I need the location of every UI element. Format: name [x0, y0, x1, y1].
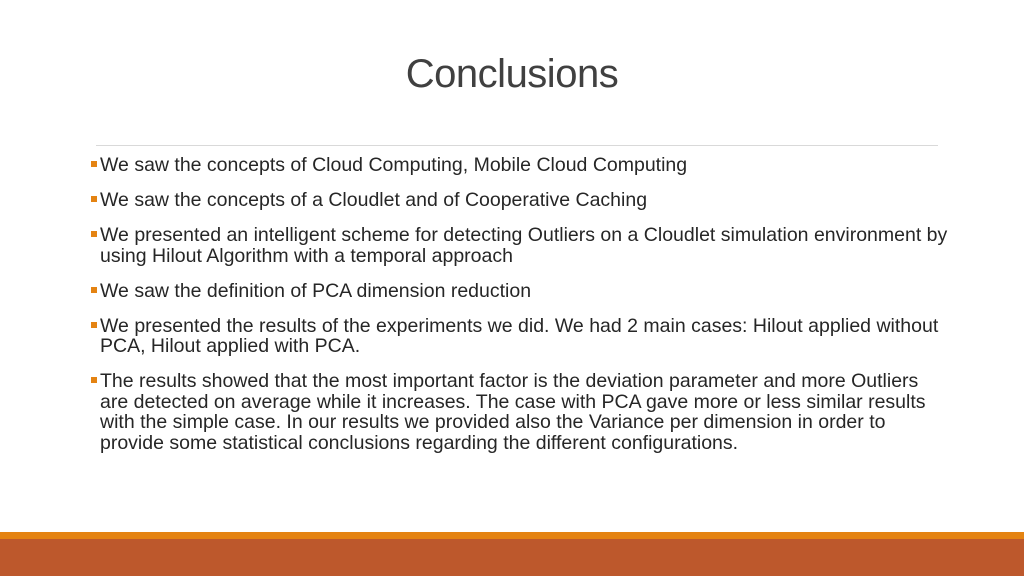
bullet-item — [88, 371, 948, 453]
bullet-text: The results showed that the most important factor is the deviation parameter and more Outliers are detected on average while it increases. The case with PCA gave more or less similar results with the simple case. In our results we provided also the Variance per dimension in order to provide some statistical conclusions regarding the different configurations. — [100, 370, 926, 454]
bullet-square-icon — [91, 196, 97, 202]
bullet-text: We presented an intelligent scheme for detecting Outliers on a Cloudlet simulation environment by using Hilout Algorithm with a temporal approach — [100, 224, 948, 267]
footer-accent-stripe — [0, 532, 1024, 539]
bullet-item — [88, 155, 948, 176]
bullet-square-icon — [91, 377, 97, 383]
title-divider — [96, 145, 938, 146]
footer-band — [0, 539, 1024, 576]
bullet-text: We saw the concepts of a Cloudlet and of Cooperative Caching — [100, 189, 648, 211]
bullet-square-icon — [91, 231, 97, 237]
bullet-text: We saw the concepts of Cloud Computing, Mobile Cloud Computing — [100, 154, 688, 176]
bullet-square-icon — [91, 287, 97, 293]
bullet-text: We saw the definition of PCA dimension reduction — [100, 279, 532, 302]
bullet-item — [88, 281, 948, 302]
bullet-item — [88, 190, 948, 211]
bullet-list — [88, 155, 948, 468]
slide-title: Conclusions — [405, 52, 619, 96]
bullet-item — [88, 225, 948, 266]
bullet-square-icon — [91, 161, 97, 167]
bullet-item — [88, 316, 948, 357]
bullet-square-icon — [91, 322, 97, 328]
bullet-text: We presented the results of the experiments we did. We had 2 main cases: Hilout applied without PCA, Hilout applied with PCA. — [100, 314, 939, 357]
